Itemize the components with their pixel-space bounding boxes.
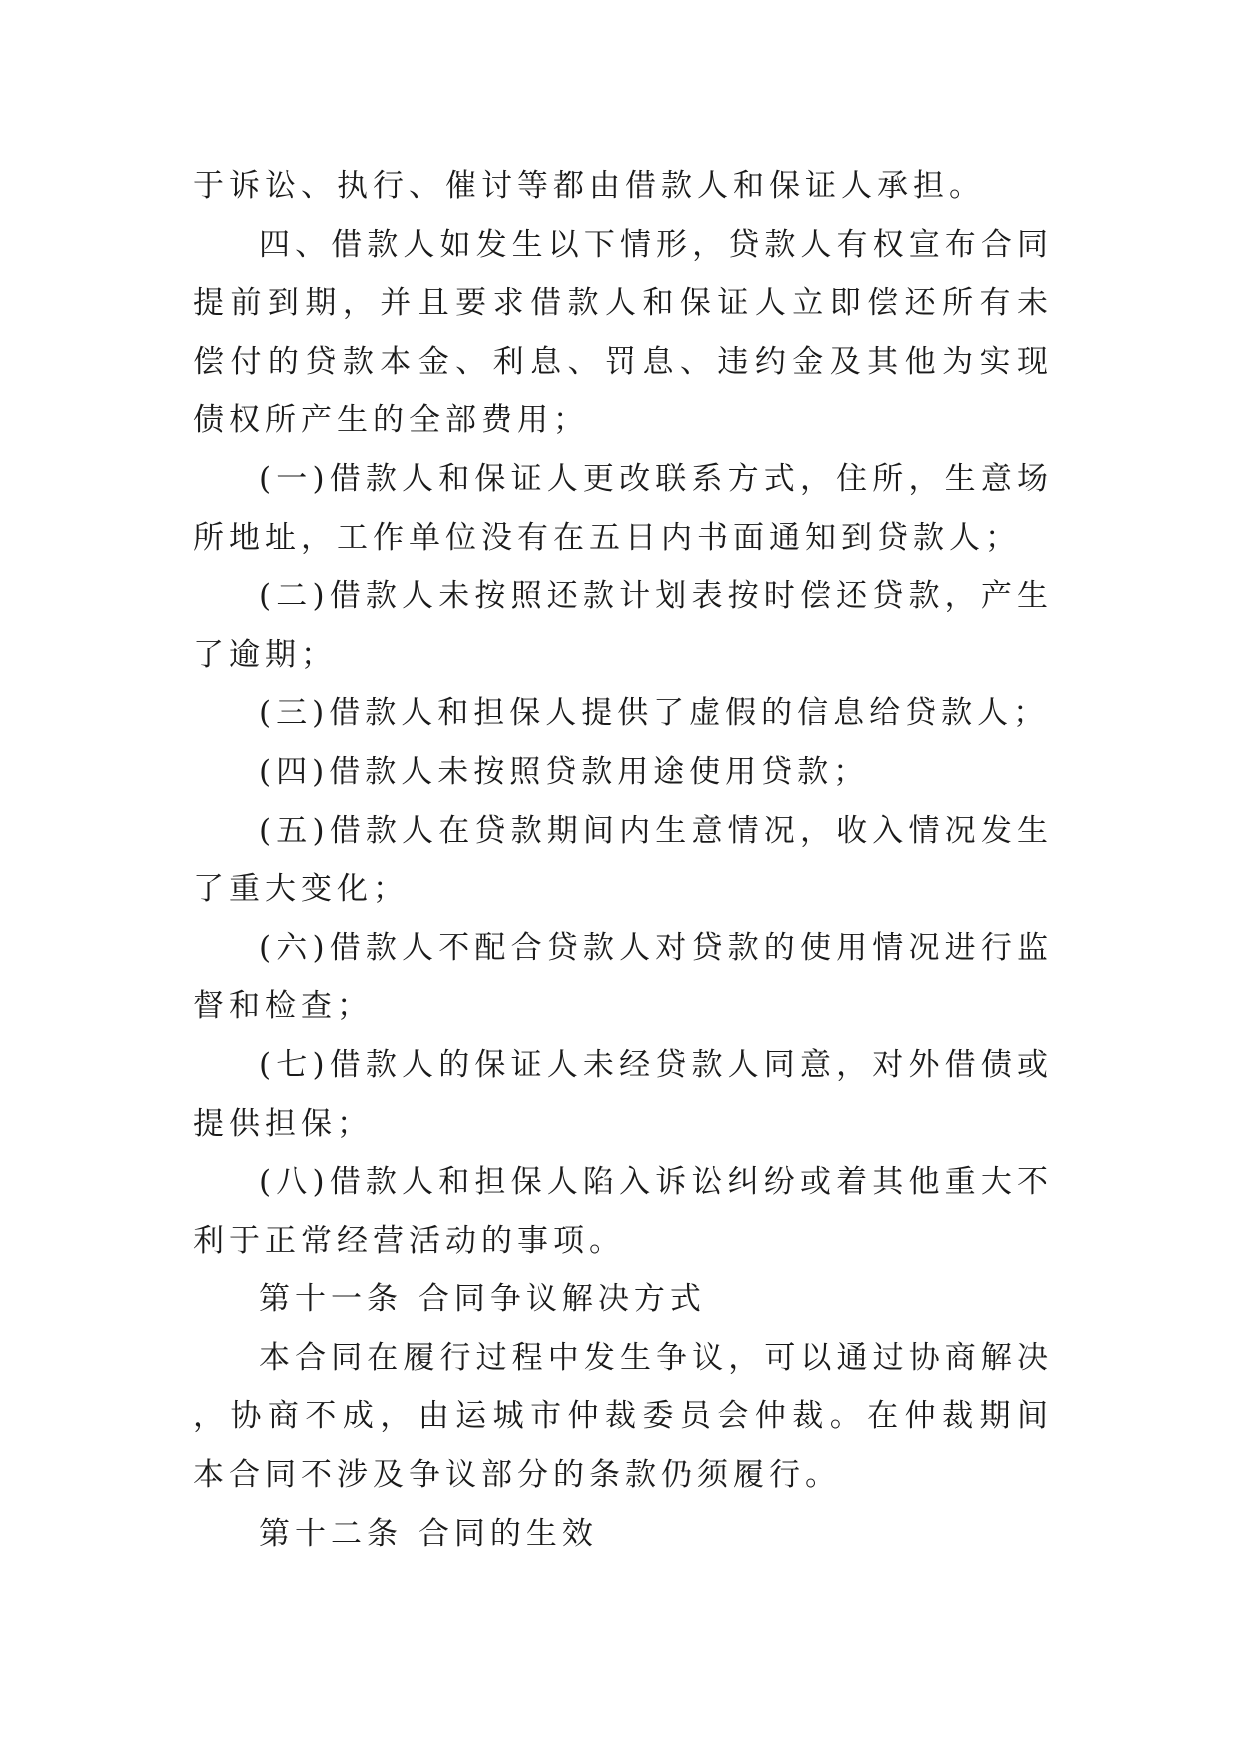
paragraph-item-6: (六)借款人不配合贷款人对贷款的使用情况进行监督和检查；	[193, 929, 1053, 1025]
paragraph-continuation: 于诉讼、执行、催讨等都由借款人和保证人承担。	[193, 168, 985, 204]
paragraph-item-4: (四)借款人未按照贷款用途使用贷款；	[259, 753, 870, 790]
paragraph-item-7: (七)借款人的保证人未经贷款人同意，对外借债或提供担保；	[193, 1046, 1053, 1142]
paragraph-item-8: (八)借款人和担保人陷入诉讼纠纷或着其他重大不利于正常经营活动的事项。	[193, 1164, 1053, 1259]
paragraph-item-1: (一)借款人和保证人更改联系方式，住所，生意场所地址，工作单位没有在五日内书面通知到贷款人；	[193, 460, 1053, 556]
paragraph-item-5: (五)借款人在贷款期间内生意情况，收入情况发生了重大变化；	[193, 812, 1053, 908]
heading-article-11: 第十一条 合同争议解决方式	[259, 1281, 706, 1318]
paragraph-item-2: (二)借款人未按照还款计划表按时偿还贷款，产生了逾期；	[193, 578, 1053, 673]
paragraph-dispute-resolution: 本合同在履行过程中发生争议，可以通过协商解决，协商不成，由运城市仲裁委员会仲裁。在仲裁期间本合同不涉及争议部分的条款仍须履行。	[193, 1339, 1053, 1494]
paragraph-item-3: (三)借款人和担保人提供了虚假的信息给贷款人；	[259, 695, 1050, 732]
heading-article-12: 第十二条 合同的生效	[259, 1515, 598, 1552]
document-body	[193, 157, 1053, 1563]
paragraph-clause-four: 四、借款人如发生以下情形，贷款人有权宣布合同提前到期，并且要求借款人和保证人立即偿还所有未偿付的贷款本金、利息、罚息、违约金及其他为实现债权所产生的全部费用；	[193, 226, 1053, 439]
